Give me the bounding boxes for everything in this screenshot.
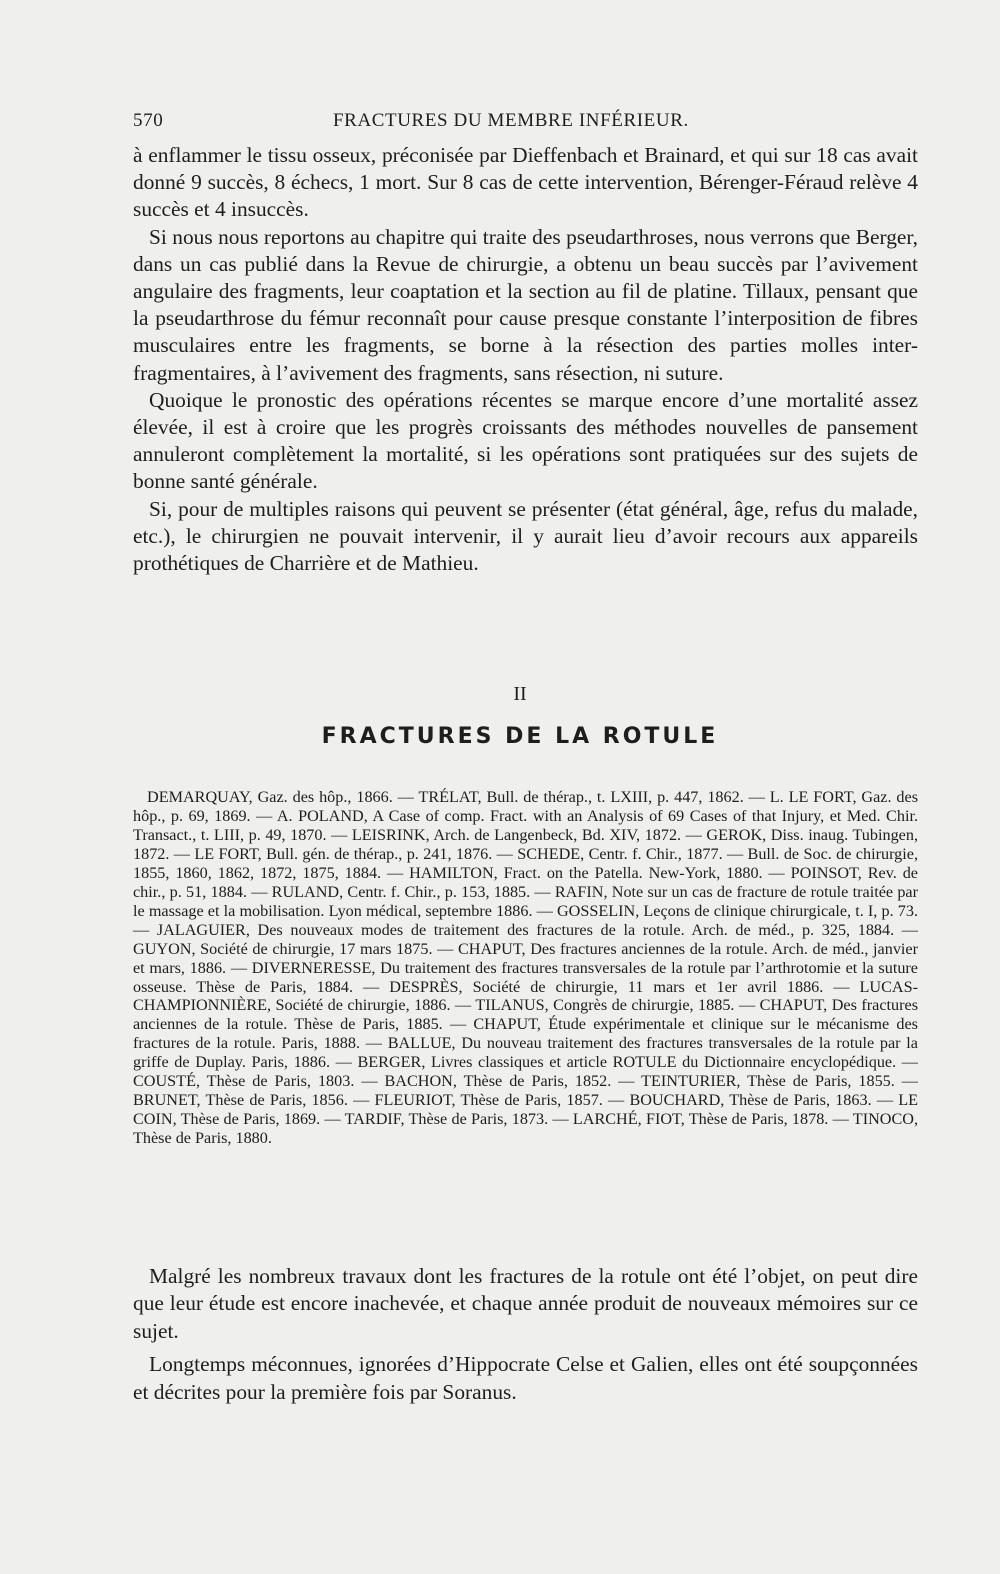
- page-number: 570: [133, 110, 164, 131]
- paragraph-pseudarthroses: Si nous nous reportons au chapitre qui traite des pseudarthroses, nous verrons que Berger, dans un cas publié dans la Revue de chirurgie, a obtenu un beau succès par l’avivement angulaire des fragments, leur coaptation et la section au fil de platine. Tillaux, pensant que la pseudarthrose du fémur reconnaît pour cause presque constante l’interposition de fibres musculaires entre les fragments, se borne à la résection des parties molles inter-fragmentaires, à l’avivement des fragments, sans résection, ni suture.: [133, 224, 918, 385]
- bibliography: [133, 788, 918, 1148]
- paragraph-soranus: Longtemps méconnues, ignorées d’Hippocrate Celse et Galien, elles ont été soupçonnées et décrites pour la première fois par Soranus.: [133, 1352, 918, 1404]
- paragraph-travaux: Malgré les nombreux travaux dont les fractures de la rotule ont été l’objet, on peut dire que leur étude est encore inachevée, et chaque année produit de nouveaux mémoires sur ce sujet.: [133, 1264, 918, 1343]
- running-title: FRACTURES DU MEMBRE INFÉRIEUR.: [333, 110, 689, 131]
- bibliography-text: DEMARQUAY, Gaz. des hôp., 1866. — TRÉLAT, Bull. de thérap., t. LXIII, p. 447, 1862. — L. LE FORT, Gaz. des hôp., p. 69, 1869. — A. POLAND, A Case of comp. Fract. with an Analysis of 69 Cases of that Injury, et Med. Chir. Transact., t. LIII, p. 49, 1870. — LEISRINK, Arch. de Langenbeck, Bd. XIV, 1872. — GEROK, Diss. inaug. Tubingen, 1872. — LE FORT, Bull. gén. de thérap., p. 241, 1876. — SCHEDE, Centr. f. Chir., 1877. — Bull. de Soc. de chirurgie, 1855, 1860, 1862, 1872, 1875, 1884. — HAMILTON, Fract. on the Patella. New-York, 1880. — POINSOT, Rev. de chir., p. 51, 1884. — RULAND, Centr. f. Chir., p. 153, 1885. — RAFIN, Note sur un cas de fracture de rotule traitée par le massage et la mobilisation. Lyon médical, septembre 1886. — GOSSELIN, Leçons de clinique chirurgicale, t. I, p. 73. — JALAGUIER, Des nouveaux modes de traitement des fractures de la rotule. Arch. de méd., p. 325, 1884. — GUYON, Société de chirurgie, 17 mars 1875. — CHAPUT, Des fractures anciennes de la rotule. Arch. de méd., janvier et mars, 1886. — DIVERNERESSE, Du traitement des fractures transversales de la rotule par l’arthrotomie et la suture osseuse. Thèse de Paris, 1884. — DESPRÈS, Société de chirurgie, 11 mars et 1er avril 1886. — LUCAS-CHAMPIONNIÈRE, Société de chirurgie, 1886. — TILANUS, Congrès de chirurgie, 1885. — CHAPUT, Des fractures anciennes de la rotule. Thèse de Paris, 1885. — CHAPUT, Étude expérimentale et clinique sur le mécanisme des fractures de la rotule. Paris, 1888. — BALLUE, Du nouveau traitement des fractures transversales de la rotule par la griffe de Duplay. Paris, 1886. — BERGER, Livres classiques et article ROTULE du Dictionnaire encyclopédique. — COUSTÉ, Thèse de Paris, 1803. — BACHON, Thèse de Paris, 1852. — TEINTURIER, Thèse de Paris, 1855. — BRUNET, Thèse de Paris, 1856. — FLEURIOT, Thèse de Paris, 1857. — BOUCHARD, Thèse de Paris, 1863. — LE COIN, Thèse de Paris, 1869. — TARDIF, Thèse de Paris, 1873. — LARCHÉ, FIOT, Thèse de Paris, 1878. — TINOCO, Thèse de Paris, 1880.: [133, 788, 918, 1148]
- paragraph-pronostic: Quoique le pronostic des opérations récentes se marque encore d’une mortalité assez élevée, il est à croire que les progrès croissants des méthodes nouvelles de pansement annuleront complètement la mortalité, si les opérations sont pratiquées sur des sujets de bonne santé générale.: [133, 387, 918, 494]
- paragraph-appareils: Si, pour de multiples raisons qui peuvent se présenter (état général, âge, refus du malade, etc.), le chirurgien ne pouvait intervenir, il y aurait lieu d’avoir recours aux appareils prothétiques de Charrière et de Mathieu.: [133, 496, 918, 576]
- section-number: II: [513, 683, 527, 705]
- main-text: [133, 142, 918, 577]
- paragraph-continuation: à enflammer le tissu osseux, préconisée par Dieffenbach et Brainard, et qui sur 18 cas avait donné 9 succès, 8 échecs, 1 mort. Sur 8 cas de cette intervention, Bérenger-Féraud relève 4 succès et 4 insuccès.: [133, 143, 918, 222]
- section-title: FRACTURES DE LA ROTULE: [321, 724, 719, 749]
- closing-text: [133, 1263, 918, 1412]
- running-head: [133, 104, 918, 134]
